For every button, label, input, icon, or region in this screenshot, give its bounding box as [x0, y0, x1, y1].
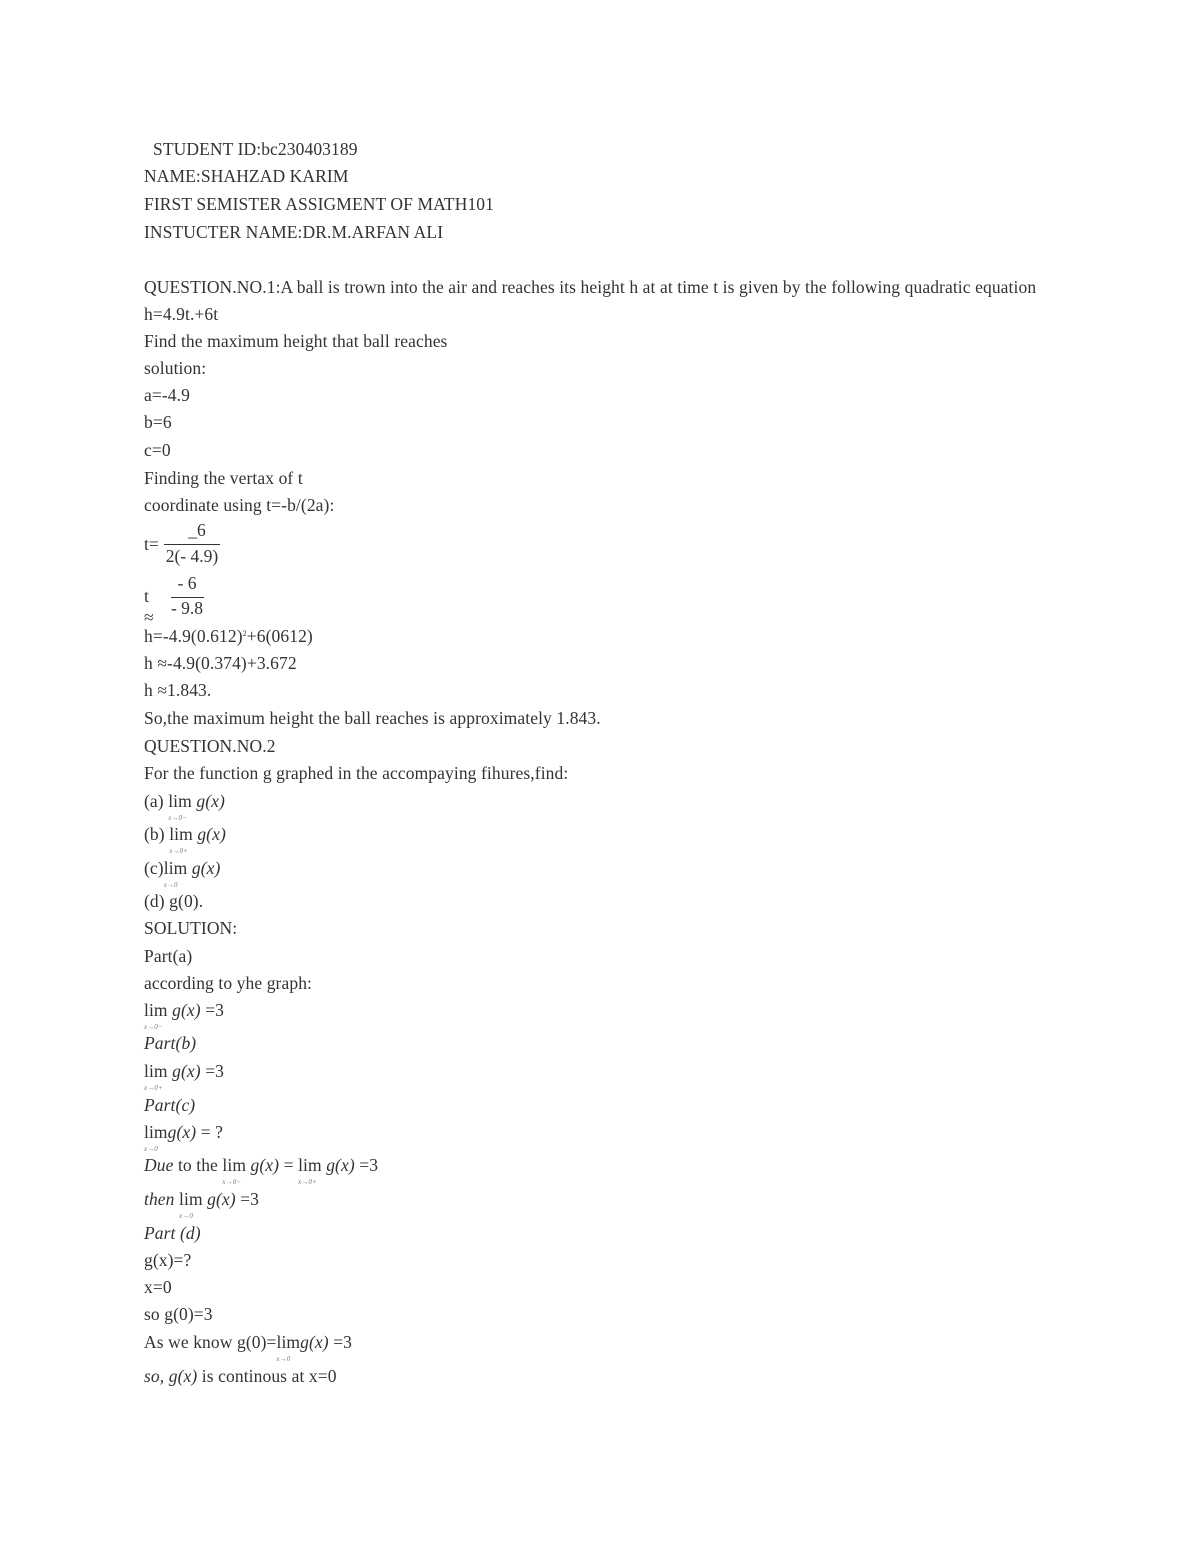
fraction-prefix: t ≈ [144, 586, 154, 627]
due-word: Due [144, 1155, 174, 1175]
function-gx: g(x) [197, 824, 226, 844]
q2-gx-question: g(x)=? [144, 1250, 192, 1270]
equals-3: =3 [333, 1332, 353, 1352]
q2-part-a-answer [144, 999, 225, 1031]
lim-word: lim [144, 1061, 168, 1081]
q1-vertex-line-2: coordinate using t=-b/(2a): [144, 495, 335, 515]
lim-word: lim [276, 1332, 301, 1352]
equals-3: =3 [359, 1155, 379, 1175]
question-2-title: QUESTION.NO.2 [144, 736, 276, 756]
q2-continuity-conclusion [144, 1365, 337, 1387]
lim-word: lim [298, 1155, 322, 1175]
lim-word: lim [163, 858, 188, 878]
part-label: (b) [144, 824, 165, 844]
q2-as-we-know [144, 1331, 353, 1363]
to-the-text: to the [177, 1155, 218, 1175]
equals-3: =3 [240, 1189, 260, 1209]
then-word: then [144, 1189, 175, 1209]
function-gx: g(x) [196, 791, 225, 811]
fraction-numerator: _6 [188, 520, 206, 540]
q2-due-line [144, 1154, 379, 1186]
function-gx: g(x) [172, 1000, 201, 1020]
fraction-bar [164, 544, 220, 545]
continous-text: is continous at x=0 [201, 1366, 337, 1386]
question-2-text: For the function g graphed in the accompaying fihures,find: [144, 763, 569, 783]
fraction-denominator: - 9.8 [170, 598, 204, 618]
q2-part-d-question: (d) g(0). [144, 891, 204, 911]
lim-subscript: x→0 [163, 881, 178, 889]
assignment-title: FIRST SEMISTER ASSIGMENT OF MATH101 [144, 194, 495, 214]
q2-part-b-label: Part(b) [144, 1033, 197, 1053]
lim-subscript: x→0− [222, 1178, 242, 1186]
equals-question: = ? [200, 1122, 224, 1142]
lim-subscript: x→0+ [144, 1084, 163, 1092]
lim-subscript: x→0+ [169, 847, 188, 855]
q2-then-line [144, 1188, 260, 1220]
lim-word: lim [168, 791, 192, 811]
lim-word: lim [169, 824, 193, 844]
equals-3: =3 [205, 1061, 225, 1081]
q1-task: Find the maximum height that ball reaches [144, 331, 448, 351]
function-gx: g(x) [207, 1189, 236, 1209]
lim-subscript: x→0+ [298, 1178, 317, 1186]
function-gx: g(x) [300, 1332, 329, 1352]
lim-word: lim [179, 1189, 203, 1209]
lim-subscript: x→0− [144, 1023, 163, 1031]
q2-part-d-label: Part (d) [144, 1223, 201, 1243]
q2-part-c-question [144, 857, 221, 889]
q1-equation: h=4.9t.+6t [144, 304, 219, 324]
lim-subscript: x→0 [276, 1355, 291, 1363]
function-gx: g(x) [167, 1122, 197, 1142]
student-id: STUDENT ID:bc230403189 [153, 139, 358, 159]
equals-3: =3 [205, 1000, 225, 1020]
instructor-name: INSTUCTER NAME:DR.M.ARFAN ALI [144, 222, 444, 242]
q1-conclusion: So,the maximum height the ball reaches is approximately 1.843. [144, 708, 601, 728]
function-gx: g(x) [191, 858, 221, 878]
fraction-denominator: 2(- 4.9) [165, 546, 219, 566]
q2-part-c-label: Part(c) [144, 1095, 196, 1115]
equals-sign: = [283, 1155, 294, 1175]
h-step-1-b: +6(0612) [246, 626, 313, 646]
q1-vertex-line-1: Finding the vertax of t [144, 468, 303, 488]
q1-coef-b: b=6 [144, 412, 172, 432]
q1-coef-a: a=-4.9 [144, 385, 190, 405]
q2-x-equals-0: x=0 [144, 1277, 172, 1297]
q1-h-step-1 [144, 625, 313, 647]
lim-subscript: x→0 [179, 1212, 193, 1220]
function-gx: g(x) [172, 1061, 201, 1081]
h-step-1-a: h=-4.9(0.612) [144, 626, 243, 646]
q2-according-text: according to yhe graph: [144, 973, 313, 993]
part-label: (a) [144, 791, 164, 811]
student-name: NAME:SHAHZAD KARIM [144, 166, 349, 186]
q1-h-step-3: h ≈1.843. [144, 680, 212, 700]
q1-h-step-2: h ≈-4.9(0.374)+3.672 [144, 653, 297, 673]
lim-subscript: x→0− [168, 814, 187, 822]
question-1-text: QUESTION.NO.1:A ball is trown into the air and reaches its height h at at time t is given by the following quadratic equation [144, 277, 1037, 297]
q1-coef-c: c=0 [144, 440, 171, 460]
part-label: (c) [144, 858, 164, 878]
lim-word: lim [222, 1155, 247, 1175]
so-word: so, [144, 1366, 165, 1386]
lim-word: lim [144, 1122, 168, 1142]
q2-part-b-question [144, 823, 226, 855]
function-gx: g(x) [326, 1155, 355, 1175]
function-gx: g(x) [250, 1155, 280, 1175]
q2-so-g0: so g(0)=3 [144, 1304, 213, 1324]
q2-part-a-question [144, 790, 225, 822]
lim-word: lim [144, 1000, 168, 1020]
as-we-know-text: As we know g(0)= [144, 1332, 277, 1352]
fraction-prefix: t= [144, 534, 159, 554]
function-gx: g(x) [168, 1366, 198, 1386]
q2-part-a-label: Part(a) [144, 946, 193, 966]
q1-solution-label: solution: [144, 358, 207, 378]
q2-solution-label: SOLUTION: [144, 918, 238, 938]
q2-part-b-answer [144, 1060, 225, 1092]
exponent: 2 [242, 629, 247, 638]
fraction-numerator: - 6 [177, 573, 197, 593]
lim-subscript: x→0 [144, 1145, 158, 1153]
q2-part-c-answer [144, 1121, 224, 1153]
